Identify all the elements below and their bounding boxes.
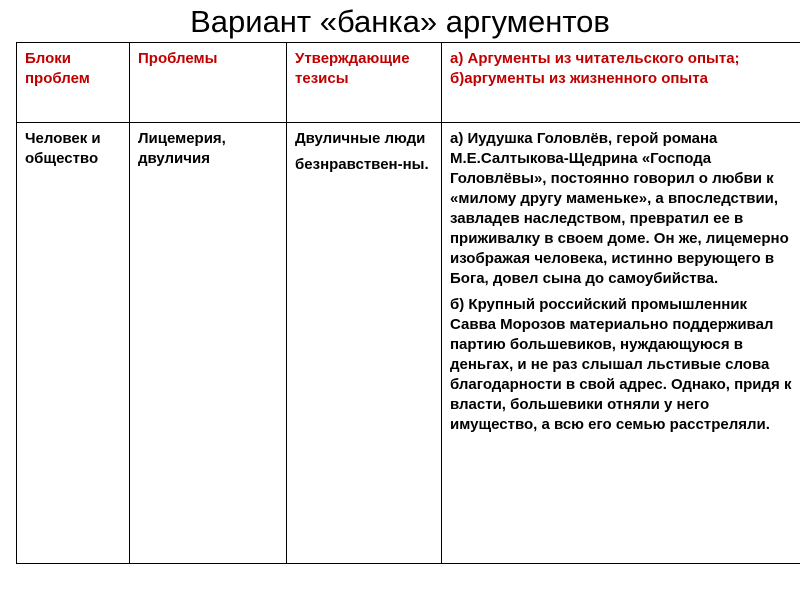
thesis-line2: безнравствен-ны.	[295, 156, 429, 173]
cell-block	[17, 123, 130, 564]
block-text: Человек и общество	[25, 130, 101, 167]
header-cell-problems	[130, 43, 287, 123]
header-problems-label: Проблемы	[138, 50, 218, 67]
header-theses-label: Утверждающие тезисы	[295, 50, 410, 87]
problem-text: Лицемерия, двуличия	[138, 130, 226, 167]
arguments-table	[16, 42, 800, 564]
header-cell-theses	[287, 43, 442, 123]
cell-problem	[130, 123, 287, 564]
page-title: Вариант «банка» аргументов	[190, 4, 610, 39]
header-arguments-line1: а) Аргументы из читательского опыта;	[450, 50, 740, 67]
argument-b-text: б) Крупный российский промышленник Савва Морозов материально поддерживал партию большевиков, нуждающуюся в деньгах, и не раз слышал льстивые слова благодарности в свой адрес. Однако, придя к власти, большевики отняли у него имущество, а всю его семью расстреляли.	[450, 296, 792, 433]
header-arguments-line2: б)аргументы из жизненного опыта	[450, 70, 708, 87]
header-cell-arguments	[442, 43, 800, 123]
argument-a-text: а) Иудушка Головлёв, герой романа М.Е.Салтыкова-Щедрина «Господа Головлёвы», постоянно говорил о любви к «милому другу маменьке», а впоследствии, завладев наследством, превратил ее в приживалку в своем доме. Он же, лицемерно изображая человека, истинно верующего в Бога, довел сына до самоубийства.	[450, 130, 789, 287]
cell-thesis	[287, 123, 442, 564]
table-header-row	[17, 43, 800, 123]
header-cell-blocks	[17, 43, 130, 123]
table-row	[17, 123, 800, 564]
header-blocks-label: Блоки проблем	[25, 50, 90, 87]
thesis-line1: Двуличные люди	[295, 130, 426, 147]
cell-arguments	[442, 123, 800, 564]
